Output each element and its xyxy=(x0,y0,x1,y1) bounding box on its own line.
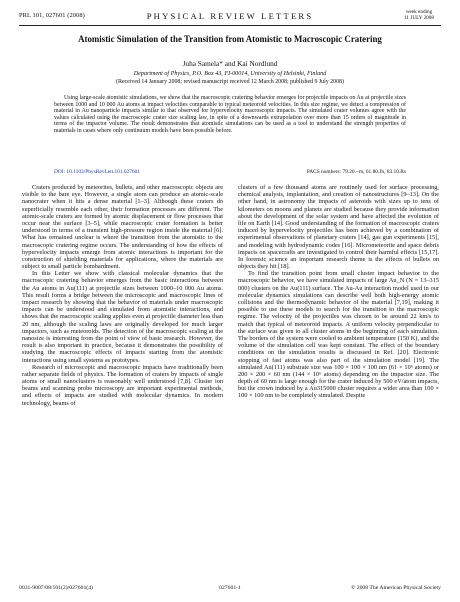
issue-date xyxy=(397,10,441,21)
footer-issn: 0031-9007/08/101(2)/027601(4) xyxy=(19,585,93,591)
running-header xyxy=(19,10,441,26)
doi-link[interactable]: DOI: 10.1103/PhysRevLett.101.027601 xyxy=(54,169,141,175)
paragraph: clusters of a few thousand atoms are routinely used for surface processing, chemical analysis, implantation, and creation of nanostructures [9–13]. On the other hand, in astronomy the impacts of asteroids with sizes up to tens of kilometers on moons and planets are studied because they provide information about the development of the solar system and have affected the evolution of life on Earth [14]. Good understanding of the formation of macroscopic craters induced by hypervelocity projectiles has been achieved by a combination of experimental observations of planetary craters [14], gas gun experiments [15], and modeling with hydrodynamic codes [16]. Micrometeorite and space debris impacts on spacecrafts are investigated to control their harmful effects [15,17]. In forensic science an important research theme is the effects of bullets on objects they hit [18]. xyxy=(238,184,439,271)
journal-citation: PRL 101, 027601 (2008) xyxy=(19,12,85,19)
paragraph: Craters produced by meteorites, bullets, and other macroscopic objects are visible to the bare eye. However, a single atom can produce an atomic-scale nanocrater when it hits a dense material [1–3]. Although these craters do superficially resemble each other, their formation processes are different. The atomic-scale craters are formed by atomic displacement or flow processes that occur near the surface [3–5], while macroscopic crater formation is better understood in terms of a transient high-pressure region inside the material [6]. What has remained unclear is where the transition from the atomistic to the macroscopic cratering regime occurs. The understanding of how the effects of hypervelocity impacts emerge from atomic interactions is important for the construction of shielding materials for applications, where the materials are subject to small particle bombardment. xyxy=(22,184,223,271)
received-dates: (Received 14 January 2008; revised manuscript received 12 March 2008; published 9 July 2008) xyxy=(116,79,344,85)
page-footer xyxy=(19,585,441,595)
affiliation: Department of Physics, P.O. Box 43, FI-00014, University of Helsinki, Finland xyxy=(133,71,327,77)
week-ending-label: week ending xyxy=(405,9,433,15)
week-ending-date: 11 JULY 2008 xyxy=(404,14,434,21)
page-number: 027601-1 xyxy=(219,585,241,591)
journal-name: PHYSICAL REVIEW LETTERS xyxy=(146,11,314,21)
authors: Juha Samela* and Kai Nordlund xyxy=(182,59,278,68)
paragraph: In this Letter we show with classical molecular dynamics that the macroscopic cratering behavior emerges from the basic interactions between the Au atoms in Au(111) at projectile sizes between 1000–10 000 Au atoms. This result forms a bridge between the microscopic and macroscopic lines of impact research by showing that the behavior of materials under macroscopic impacts can be understood and simulated from atomistic interactions, and shows that the macroscopic scaling applies even at projectile diameter less than 20 nm, although the scaling laws are originally developed for much larger impactors, such as meteoroids. The detection of the macroscopic scaling at the nanosize is interesting from the point of view of basic research. However, the result is also important in practice, because it demonstrates the possibility of studying the macroscopic effects of impacts starting from the atomistic interactions using small systems as prototypes. xyxy=(22,270,223,364)
paragraph: To find the transition point from small cluster impact behavior to the macroscopic behavior, we have simulated impacts of large Au_N (N = 13–315 000) clusters on the Au(111) surface. The Au-Au interaction model used in our molecular dynamics simulations can describe well both high-energy atomic collisions and the thermodynamic behavior of the material [7,19], making it possible to use these models to search for the transition to the macroscopic regime. The velocity of the projectiles was chosen to be around 22 km/s to match that typical of meteoroid impacts. A uniform velocity perpendicular to the surface was given to all cluster atoms in the beginning of each simulation. The borders of the system were cooled to ambient temperature (150 K), and the volume of the simulation cell was kept constant. The effect of the boundary conditions on the simulation results is discussed in Ref. [20]. Electronic stopping of fast atoms was also part of the simulation model [19]. The simulated Au(111) substrate size was 100 × 100 × 100 nm (61 × 10⁶ atoms) or 200 × 200 × 60 nm (144 × 10⁶ atoms) depending on the impactor size. The depth of 60 nm is large enough for the crater induced by 500 eV/atom impacts, but the crown induced by a Au315000 cluster requires a wider area than 100 × 100 × 100 nm to be completely simulated. Despite xyxy=(238,270,439,400)
doi-pacs-line xyxy=(54,169,406,177)
pacs-numbers: PACS numbers: 79.20.−m, 61.80.Jh, 83.10.Rs xyxy=(306,169,406,175)
abstract: Using large-scale atomistic simulations, we show that the macroscopic cratering behavior emerges for projectile impacts on Au at projectile sizes between 1000 and 10 000 Au atoms at impact velocities comparable to typical meteoroid velocities. In this size regime, we detect a compression of material in Au nanoparticle impacts similar to that observed for hypervelocity macroscopic impacts. The simulated crater volumes agree with the values calculated using the macroscopic crater size scaling law, in spite of a downwards extrapolation over more than 15 orders of magnitude in terms of the impactor volume. The result demonstrates that atomistic simulations can be used as a tool to understand the strength properties of materials in cases where only continuum models have been possible before. xyxy=(54,95,406,134)
left-column xyxy=(22,184,223,407)
header-rule xyxy=(19,25,441,26)
copyright: © 2008 The American Physical Society xyxy=(351,585,441,591)
right-column xyxy=(238,184,439,400)
paragraph: Research of microscopic and macroscopic impacts have traditionally been rather separate fields of physics. The formation of craters by impacts of single atoms or small nanoclusters is reasonably well understood [7,8]. Cluster ion beams and scanning probe microscopy are important experimental methods, and effects of impacts are studied with molecular dynamics. In modern technology, beams of xyxy=(22,363,223,407)
article-title: Atomistic Simulation of the Transition from Atomistic to Macroscopic Cratering xyxy=(78,34,382,44)
